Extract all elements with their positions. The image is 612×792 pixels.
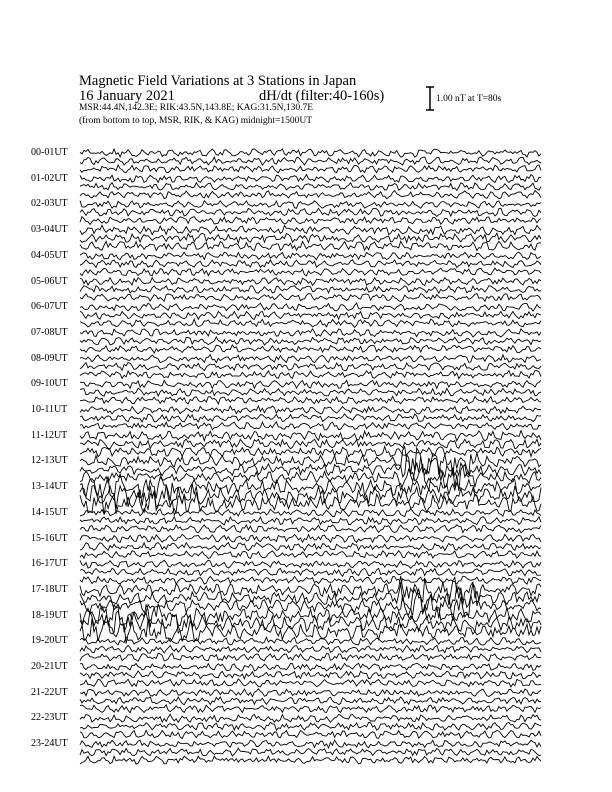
trace-kag-11-12ut bbox=[80, 431, 541, 441]
trace-kag-01-02ut bbox=[80, 175, 541, 183]
hour-label: 02-03UT bbox=[31, 198, 68, 210]
trace-msr-10-11ut bbox=[80, 422, 541, 430]
trace-kag-07-08ut bbox=[80, 329, 541, 337]
trace-kag-09-10ut bbox=[80, 380, 541, 388]
trace-msr-22-23ut bbox=[80, 730, 541, 738]
trace-rik-21-22ut bbox=[80, 697, 541, 705]
hour-label: 11-12UT bbox=[31, 429, 68, 441]
chart-title: Magnetic Field Variations at 3 Stations in Japan bbox=[79, 73, 357, 89]
trace-msr-09-10ut bbox=[80, 396, 541, 404]
trace-msr-05-06ut bbox=[80, 294, 541, 302]
trace-msr-06-07ut bbox=[80, 319, 541, 327]
trace-rik-15-16ut bbox=[80, 543, 541, 551]
trace-kag-23-24ut bbox=[80, 740, 541, 748]
trace-rik-11-12ut bbox=[80, 439, 541, 449]
trace-kag-04-05ut bbox=[80, 252, 541, 260]
trace-kag-20-21ut bbox=[80, 663, 541, 671]
hour-label: 16-17UT bbox=[31, 558, 68, 570]
hour-label: 07-08UT bbox=[31, 326, 68, 338]
trace-kag-06-07ut bbox=[80, 303, 541, 311]
trace-rik-00-01ut bbox=[80, 157, 541, 165]
trace-msr-14-15ut bbox=[80, 525, 541, 533]
trace-kag-15-16ut bbox=[80, 534, 541, 542]
trace-rik-10-11ut bbox=[80, 414, 541, 422]
hour-label: 23-24UT bbox=[31, 738, 68, 750]
trace-kag-08-09ut bbox=[80, 355, 541, 363]
trace-msr-00-01ut bbox=[80, 165, 541, 173]
hour-label: 05-06UT bbox=[31, 275, 68, 287]
trace-rik-03-04ut bbox=[80, 233, 541, 243]
trace-rik-01-02ut bbox=[80, 183, 541, 191]
scale-bar-label: 1.00 nT at T=80s bbox=[436, 94, 502, 104]
trace-kag-00-01ut bbox=[80, 149, 541, 157]
hour-label: 19-20UT bbox=[31, 635, 68, 647]
trace-rik-09-10ut bbox=[80, 388, 541, 396]
trace-kag-16-17ut bbox=[80, 560, 541, 568]
trace-rik-22-23ut bbox=[80, 722, 541, 730]
trace-msr-13-14ut bbox=[80, 492, 541, 515]
hour-label: 18-19UT bbox=[31, 609, 68, 621]
hour-label: 22-23UT bbox=[31, 712, 68, 724]
trace-msr-08-09ut bbox=[80, 371, 541, 379]
hour-label: 12-13UT bbox=[31, 455, 68, 467]
hour-label: 13-14UT bbox=[31, 481, 68, 493]
trace-msr-11-12ut bbox=[80, 446, 541, 456]
trace-rik-19-20ut bbox=[80, 645, 541, 653]
trace-kag-03-04ut bbox=[80, 225, 541, 234]
trace-kag-02-03ut bbox=[80, 201, 541, 209]
trace-msr-03-04ut bbox=[80, 241, 541, 250]
hour-label: 15-16UT bbox=[31, 532, 68, 544]
trace-msr-20-21ut bbox=[80, 679, 541, 687]
scale-bar bbox=[426, 87, 434, 110]
trace-msr-01-02ut bbox=[80, 191, 541, 199]
chart-date: 16 January 2021 bbox=[79, 88, 175, 104]
trace-kag-10-11ut bbox=[80, 406, 541, 414]
trace-rik-23-24ut bbox=[80, 748, 541, 756]
trace-rik-20-21ut bbox=[80, 671, 541, 679]
hour-label: 06-07UT bbox=[31, 301, 68, 313]
hour-label: 00-01UT bbox=[31, 147, 68, 158]
trace-msr-15-16ut bbox=[80, 551, 541, 559]
trace-rik-16-17ut bbox=[80, 568, 541, 576]
trace-rik-04-05ut bbox=[80, 260, 541, 268]
trace-order-note: (from bottom to top, MSR, RIK, & KAG) midnight=1500UT bbox=[79, 116, 313, 126]
station-coordinates: MSR:44.4N,142.3E; RIK:43.5N,143.8E; KAG:31.5N,130.7E bbox=[79, 103, 314, 113]
hour-label: 20-21UT bbox=[31, 661, 68, 672]
hour-label: 04-05UT bbox=[31, 249, 68, 261]
trace-msr-19-20ut bbox=[80, 653, 541, 661]
trace-kag-14-15ut bbox=[80, 509, 541, 517]
trace-kag-05-06ut bbox=[80, 278, 541, 286]
trace-kag-21-22ut bbox=[80, 689, 541, 697]
trace-rik-02-03ut bbox=[80, 208, 541, 216]
hour-label: 14-15UT bbox=[31, 506, 68, 518]
hour-label: 03-04UT bbox=[31, 224, 68, 236]
trace-msr-02-03ut bbox=[80, 217, 541, 225]
trace-kag-22-23ut bbox=[80, 714, 541, 722]
trace-msr-04-05ut bbox=[80, 268, 541, 276]
hour-label: 10-11UT bbox=[31, 404, 68, 415]
trace-rik-06-07ut bbox=[80, 311, 541, 319]
hour-label: 08-09UT bbox=[31, 352, 68, 364]
chart-quantity: dH/dt (filter:40-160s) bbox=[259, 88, 385, 104]
trace-rik-07-08ut bbox=[80, 337, 541, 345]
trace-msr-23-24ut bbox=[80, 756, 541, 764]
hour-label: 01-02UT bbox=[31, 172, 68, 184]
trace-kag-19-20ut bbox=[80, 637, 541, 645]
hour-label: 17-18UT bbox=[31, 583, 68, 595]
trace-rik-08-09ut bbox=[80, 363, 541, 371]
hour-label: 21-22UT bbox=[31, 686, 68, 698]
trace-msr-21-22ut bbox=[80, 705, 541, 713]
trace-rik-14-15ut bbox=[80, 517, 541, 525]
hour-label: 09-10UT bbox=[31, 378, 68, 390]
trace-msr-07-08ut bbox=[80, 345, 541, 353]
trace-rik-05-06ut bbox=[80, 286, 541, 294]
